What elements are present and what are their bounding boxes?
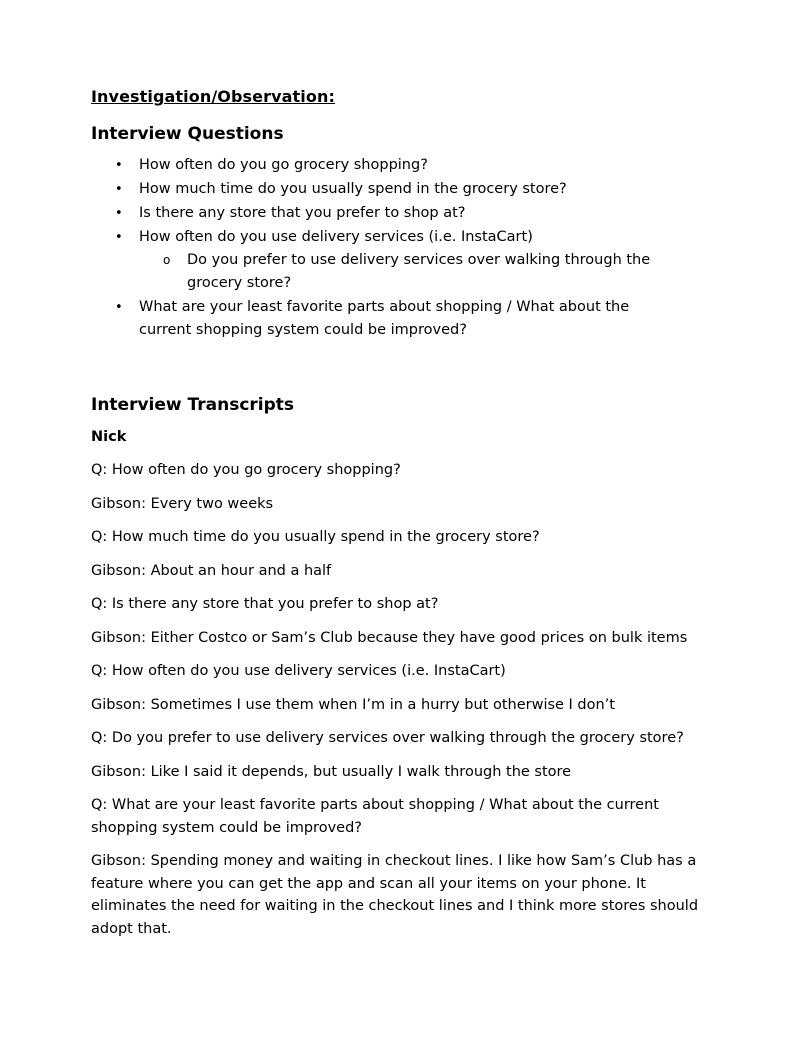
list-item (91, 178, 671, 201)
question-text: How often do you go grocery shopping? (139, 157, 428, 173)
sub-list-item (139, 249, 671, 295)
question-text: How often do you use delivery services (i.e. InstaCart) (139, 229, 533, 245)
circle-bullet-icon: o (163, 253, 171, 267)
interviewee-name: Nick (91, 429, 127, 445)
bullet-icon: • (115, 182, 123, 197)
bullet-icon: • (115, 206, 123, 221)
transcript-question: Q: What are your least favorite parts about shopping / What about the current shopping system could be improved? (91, 797, 659, 836)
transcript-question: Q: How often do you use delivery services (i.e. InstaCart) (91, 663, 506, 679)
questions-heading: Interview Questions (91, 124, 284, 144)
transcript (91, 459, 806, 940)
spacer (91, 343, 806, 393)
bullet-icon: • (115, 158, 123, 173)
transcript-answer: Gibson: Spending money and waiting in checkout lines. I like how Sam’s Club has a feature where you can get the app and scan all your items on your phone. It eliminates the need for waiting in the checkout lines and I think more stores should adopt that. (91, 853, 699, 937)
transcript-answer: Gibson: Either Costco or Sam’s Club because they have good prices on bulk items (91, 629, 688, 646)
bullet-icon: • (115, 300, 123, 315)
list-item (91, 226, 671, 295)
list-item (91, 154, 671, 177)
transcript-question: Q: Do you prefer to use delivery services over walking through the grocery store? (91, 730, 684, 746)
transcript-question: Q: Is there any store that you prefer to shop at? (91, 596, 439, 612)
transcript-question: Q: How often do you go grocery shopping? (91, 462, 401, 478)
list-item (91, 296, 671, 342)
section-heading: Investigation/Observation: (91, 87, 335, 106)
question-text: Is there any store that you prefer to shop at? (139, 205, 466, 221)
sub-question-text: Do you prefer to use delivery services over walking through the grocery store? (187, 252, 651, 291)
bullet-icon: • (115, 230, 123, 245)
transcript-question: Q: How much time do you usually spend in the grocery store? (91, 529, 540, 545)
list-item (91, 202, 671, 225)
interview-questions-list (91, 154, 671, 342)
transcript-answer: Gibson: Like I said it depends, but usually I walk through the store (91, 763, 572, 780)
sub-question-list (139, 249, 671, 295)
transcript-answer: Gibson: About an hour and a half (91, 562, 332, 579)
transcript-answer: Gibson: Every two weeks (91, 495, 274, 512)
question-text: What are your least favorite parts about shopping / What about the current shopping system could be improved? (139, 299, 630, 338)
transcripts-heading: Interview Transcripts (91, 395, 295, 415)
transcript-answer: Gibson: Sometimes I use them when I’m in a hurry but otherwise I don’t (91, 696, 615, 713)
question-text: How much time do you usually spend in the grocery store? (139, 181, 567, 197)
